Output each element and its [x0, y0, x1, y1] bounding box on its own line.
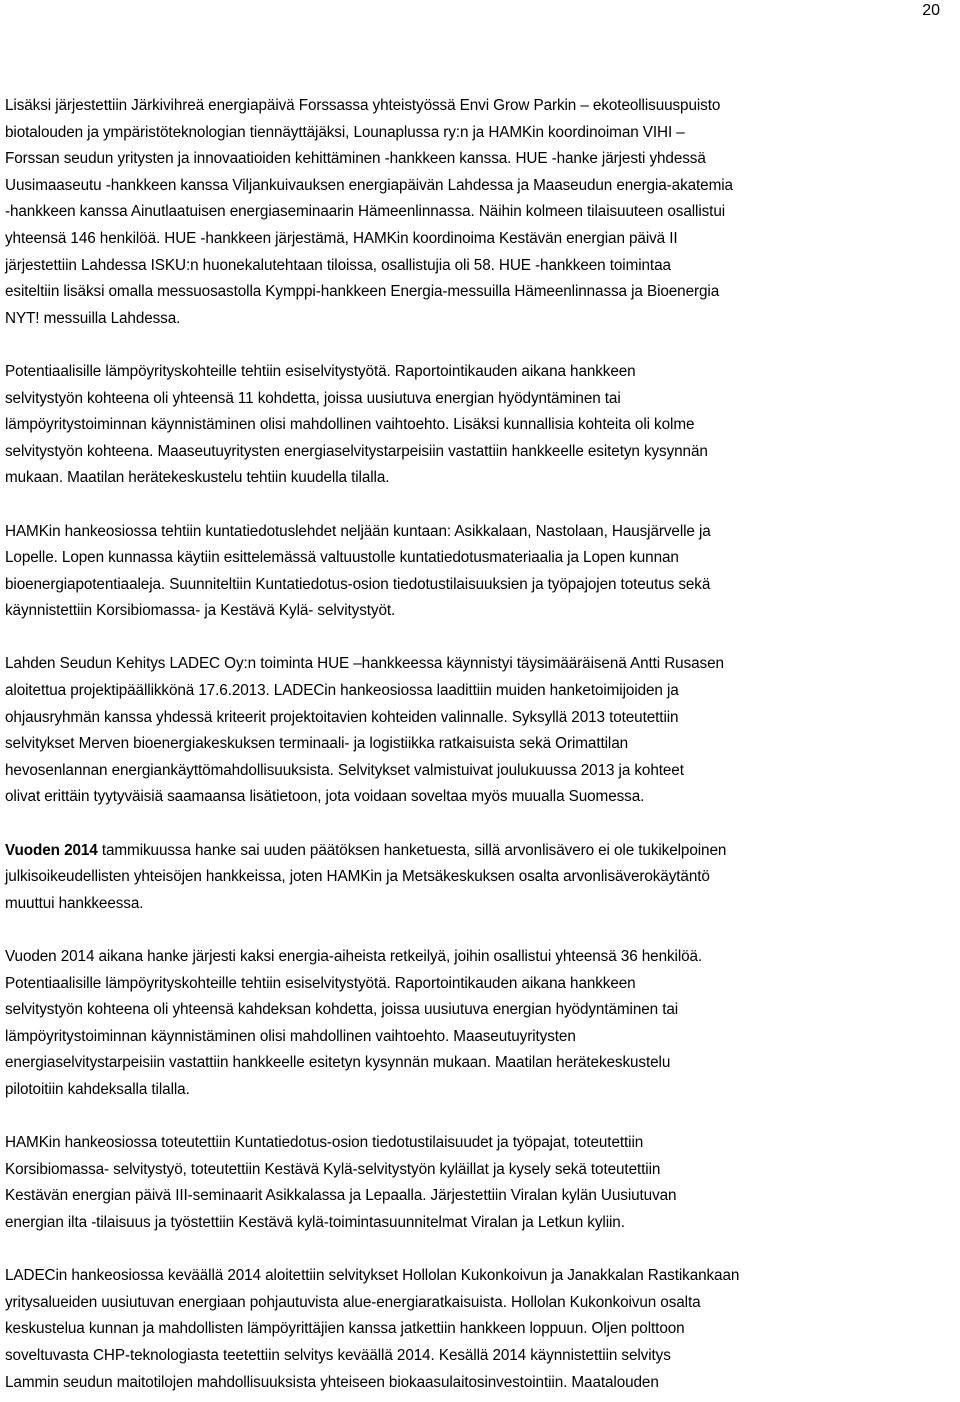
paragraph-hamk-municipal-newsletters	[5, 519, 957, 625]
text-line: selvitystyön kohteena. Maaseutuyritysten energiaselvitystarpeisiin vastattiin hankkeelle esitetyn kysynnän	[5, 442, 708, 460]
text-line	[5, 838, 957, 865]
text-line: Kestävän energian päivä III-seminaarit Asikkalassa ja Lepaalla. Järjestettiin Viralan kylän Uusiutuvan	[5, 1187, 677, 1205]
text-line: käynnistettiin Korsibiomassa- ja Kestävä Kylä- selvitystyöt.	[5, 602, 396, 620]
text-line: selvitystyön kohteena oli yhteensä kahdeksan kohdetta, joissa uusiutuva energian hyödyntäminen tai	[5, 1001, 679, 1019]
text-run: tammikuussa hanke sai uuden päätöksen hanketuesta, sillä arvonlisävero ei ole tukikelpoinen	[97, 841, 727, 859]
text-line: hevosenlannan energiankäyttömahdollisuuksista. Selvitykset valmistuivat joulukuussa 2013 ja kohteet	[5, 761, 684, 779]
text-line: aloitettua projektipäällikkönä 17.6.2013. LADECin hankeosiossa laadittiin muiden hanketoimijoiden ja	[5, 682, 679, 700]
text-line: Potentiaalisille lämpöyrityskohteille tehtiin esiselvitystyötä. Raportointikauden aikana hankkeen	[5, 974, 636, 992]
text-line: HAMKin hankeosiossa toteutettiin Kuntatiedotus-osion tiedotustilaisuudet ja työpajat, toteutettiin	[5, 1134, 644, 1152]
bold-lead: Vuoden 2014	[5, 841, 98, 859]
text-line: Lopelle. Lopen kunnassa käytiin esittelemässä valtuustolle kuntatiedotusmateriaalia ja Lopen kunnan	[5, 549, 679, 567]
text-line: yritysalueiden uusiutuvan energiaan pohjautuvista alue-energiaratkaisuista. Hollolan Kukonkoivun osalta	[5, 1293, 701, 1311]
text-line: keskustelua kunnan ja mahdollisten lämpöyrittäjien kanssa jatkettiin hankkeen loppuun. Oljen polttoon	[5, 1320, 685, 1338]
text-line: Lammin seudun maitotilojen mahdollisuuksista yhteiseen biokaasulaitosinvestointiin. Maatalouden	[5, 1373, 659, 1391]
paragraph-hamk-2014	[5, 1130, 957, 1236]
paragraph-vuoden-2014-decision	[5, 838, 957, 918]
paragraph-ladec-2013	[5, 651, 957, 811]
text-line: LADECin hankeosiossa keväällä 2014 aloitettiin selvitykset Hollolan Kukonkoivun ja Janakkalan Rastikankaan	[5, 1267, 740, 1285]
text-line: järjestettiin Lahdessa ISKU:n huonekalutehtaan tiloissa, osallistujia oli 58. HUE -hankkeen toimintaa	[5, 256, 671, 274]
text-line: esiteltiin lisäksi omalla messuosastolla Kymppi-hankkeen Energia-messuilla Hämeenlinnassa ja Bioenergia	[5, 283, 720, 301]
text-line: Potentiaalisille lämpöyrityskohteille tehtiin esiselvitystyötä. Raportointikauden aikana hankkeen	[5, 362, 636, 380]
text-line: bioenergiapotentiaaleja. Suunniteltiin Kuntatiedotus-osion tiedotustilaisuuksien ja työpajojen toteutus sekä	[5, 575, 711, 593]
text-line: NYT! messuilla Lahdessa.	[5, 309, 181, 327]
text-line: selvitystyön kohteena oli yhteensä 11 kohdetta, joissa uusiutuva energian hyödyntäminen tai	[5, 389, 621, 407]
text-line: julkisoikeudellisten yhteisöjen hankkeissa, joten HAMKin ja Metsäkeskuksen osalta arvonlisäverokäytäntö	[5, 868, 710, 886]
page-number: 20	[922, 2, 940, 19]
text-line: ohjausryhmän kanssa yhdessä kriteerit projektoitavien kohteiden valinnalle. Syksyllä 2013 toteutettiin	[5, 708, 679, 726]
paragraph-heat-entrepreneurship	[5, 359, 957, 492]
text-line: muuttui hankkeessa.	[5, 894, 144, 912]
paragraph-events-2013	[5, 93, 957, 332]
text-line: energiaselvitystarpeisiin vastattiin hankkeelle esitetyn kysynnän mukaan. Maatilan herätekeskustelu	[5, 1054, 671, 1072]
text-line: yhteensä 146 henkilöä. HUE -hankkeen järjestämä, HAMKin koordinoima Kestävän energian päivä II	[5, 229, 678, 247]
text-line: soveltuvasta CHP-teknologiasta teetettiin selvitys keväällä 2014. Kesällä 2014 käynnistettiin selvitys	[5, 1346, 671, 1364]
text-line: Uusimaaseutu -hankkeen kanssa Viljankuivauksen energiapäivän Lahdessa ja Maaseudun energia-akatemia	[5, 176, 733, 194]
text-line: lämpöyritystoiminnan käynnistäminen olisi mahdollinen vaihtoehto. Lisäksi kunnallisia kohteita oli kolme	[5, 416, 695, 434]
text-line: mukaan. Maatilan herätekeskustelu tehtiin kuudella tilalla.	[5, 469, 390, 487]
text-line: Vuoden 2014 aikana hanke järjesti kaksi energia-aiheista retkeilyä, joihin osallistui yhteensä 36 henkilöä.	[5, 948, 703, 965]
text-line: energian ilta -tilaisuus ja työstettiin Kestävä kylä-toimintasuunnitelmat Viralan ja Letkun kyliin.	[5, 1213, 625, 1231]
text-line: Lisäksi järjestettiin Järkivihreä energiapäivä Forssassa yhteistyössä Envi Grow Parkin – ekoteollisuuspuisto	[5, 97, 721, 114]
text-line: pilotoitiin kahdeksalla tilalla.	[5, 1080, 190, 1098]
paragraph-ladec-2014	[5, 1263, 957, 1396]
text-line: selvitykset Merven bioenergiakeskuksen terminaali- ja logistiikka ratkaisuista sekä Orimattilan	[5, 735, 629, 753]
text-line: olivat erittäin tyytyväisiä saamaansa lisätietoon, jota voidaan soveltaa myös muualla Suomessa.	[5, 788, 645, 806]
text-line: HAMKin hankeosiossa tehtiin kuntatiedotuslehdet neljään kuntaan: Asikkalaan, Nastolaan, Hausjärvelle ja	[5, 522, 711, 540]
text-line: lämpöyritystoiminnan käynnistäminen olisi mahdollinen vaihtoehto. Maaseutuyritysten	[5, 1027, 576, 1045]
paragraph-2014-excursions	[5, 944, 957, 1104]
text-line: -hankkeen kanssa Ainutlaatuisen energiaseminaarin Hämeenlinnassa. Näihin kolmeen tilaisuuteen osallistui	[5, 203, 726, 221]
text-line: Korsibiomassa- selvitystyö, toteutettiin Kestävä Kylä-selvitystyön kyläillat ja kysely sekä toteutettiin	[5, 1160, 661, 1178]
document-body	[5, 93, 957, 1396]
text-line: Forssan seudun yritysten ja innovaatioiden kehittäminen -hankkeen kanssa. HUE -hanke järjesti yhdessä	[5, 150, 706, 168]
text-line: Lahden Seudun Kehitys LADEC Oy:n toiminta HUE –hankkeessa käynnistyi täysimääräisenä Antti Rusasen	[5, 655, 724, 673]
text-line: biotalouden ja ympäristöteknologian tiennäyttäjäksi, Lounaplussa ry:n ja HAMKin koordinoiman VIHI –	[5, 123, 685, 141]
